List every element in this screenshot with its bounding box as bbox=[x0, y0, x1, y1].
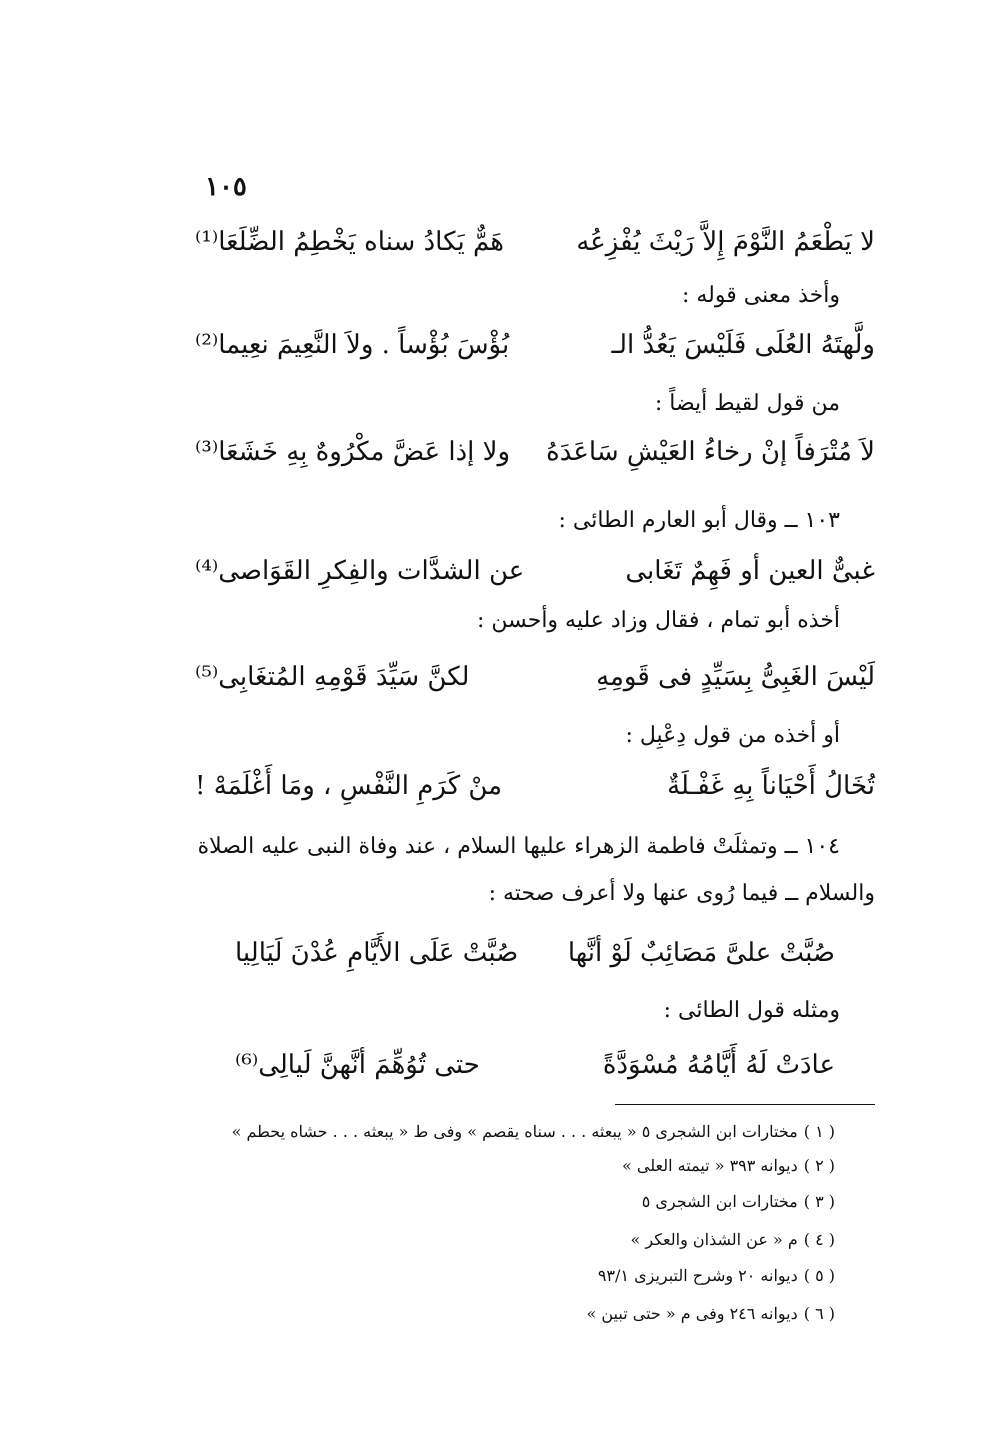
prose-line: ومثله قول الطائى : bbox=[663, 998, 840, 1023]
verse-hemistich-second: صُبَّتْ عَلَى الأَيَّامِ عُدْنَ لَيَالِيا bbox=[235, 938, 519, 968]
footnote-text: مختارات ابن الشجرى ٥ « يبعثه . . . سناه يقصم » وفى ط « يبعثه . . . حشاه يحطم » bbox=[231, 1122, 798, 1141]
verse-1 bbox=[195, 222, 875, 262]
prose-line: أو أخذه من قول دِعْبِل : bbox=[625, 723, 840, 748]
footnote-text: ديوانه ٢٠ وشرح التبريزى ٩٣/١ bbox=[597, 1266, 798, 1285]
footnote bbox=[598, 1264, 835, 1288]
footnote-text: ديوانه ٢٤٦ وفى م « حتى تبين » bbox=[586, 1304, 798, 1323]
verse-hemistich-second: لكنَّ سَيِّدَ قَوْمِهِ المُتغَابِى⁽⁵⁾ bbox=[195, 662, 470, 692]
footnote bbox=[630, 1228, 835, 1252]
footnote-number: ( ١ ) bbox=[803, 1122, 835, 1141]
verse-hemistich-first: لاَ مُتْرَفاً إنْ رخاءُ العَيْشِ سَاعَدَهُ bbox=[546, 437, 875, 467]
verse-2 bbox=[195, 325, 875, 365]
footnote-text: مختارات ابن الشجرى ٥ bbox=[641, 1192, 798, 1211]
footnote bbox=[587, 1302, 836, 1326]
verse-hemistich-second: حتى تُوُهِّمَ أنَّهنَّ لَيالِى⁽⁶⁾ bbox=[235, 1050, 480, 1080]
verse-hemistich-second: هَمٌّ يَكادُ سناه يَخْطِمُ الضِّلَعَا⁽¹⁾ bbox=[195, 227, 504, 257]
footnote-text: ديوانه ٣٩٣ « تيمته العلى » bbox=[622, 1156, 798, 1175]
footnote-number: ( ٥ ) bbox=[803, 1266, 835, 1285]
prose-line: والسلام ــ فيما رُوى عنها ولا أعرف صحته : bbox=[488, 881, 875, 906]
page-number: ١٠٥ bbox=[205, 172, 247, 202]
verse-hemistich-second: ولا إذا عَضَّ مكْرُوهٌ بِهِ خَشَعَا⁽³⁾ bbox=[195, 437, 511, 467]
verse-7 bbox=[195, 933, 875, 973]
verse-hemistich-first: ولَّهتَهُ العُلَى فَلَيْسَ يَعُدُّ الـ bbox=[611, 330, 875, 360]
footnote-text: م « عن الشذان والعكر » bbox=[630, 1230, 798, 1249]
footnote bbox=[232, 1120, 835, 1144]
verse-hemistich-first: عادَتْ لَهُ أَيَّامُهُ مُسْوَدَّةً bbox=[602, 1050, 835, 1080]
verse-hemistich-first: لا يَطْعَمُ النَّوْمَ إِلاَّ رَيْثَ يُفْزِعُه bbox=[576, 227, 875, 257]
prose-line: أخذه أبو تمام ، فقال وزاد عليه وأحسن : bbox=[476, 608, 840, 633]
footnote-number: ( ٣ ) bbox=[803, 1192, 835, 1211]
footnote bbox=[622, 1154, 835, 1178]
verse-6 bbox=[195, 766, 875, 806]
verse-hemistich-second: منْ كَرَمِ النَّفْسِ ، ومَا أَغْلَمَهْ ! bbox=[195, 771, 503, 801]
verse-hemistich-second: بُؤْسَ بُؤْساً . ولاَ النَّعِيمَ نعِيما⁽²⁾ bbox=[195, 330, 510, 360]
verse-5 bbox=[195, 657, 875, 697]
verse-hemistich-first: لَيْسَ الغَبِىُّ بِسَيِّدٍ فى قَومِهِ bbox=[596, 662, 875, 692]
verse-3 bbox=[195, 432, 875, 472]
verse-8 bbox=[195, 1045, 875, 1085]
prose-line: ١٠٤ ــ وتمثلَتْ فاطمة الزهراء عليها السلام ، عند وفاة النبى عليه الصلاة bbox=[197, 834, 840, 859]
prose-line: من قول لقيط أيضاً : bbox=[654, 391, 840, 416]
verse-hemistich-second: عن الشدَّات والفِكرِ القَوَاصى⁽⁴⁾ bbox=[195, 556, 525, 586]
footnote-number: ( ٤ ) bbox=[803, 1230, 835, 1249]
verse-hemistich-first: تُخَالُ أَحْيَاناً بِهِ غَفْـلَةٌ bbox=[667, 771, 875, 801]
footnote-number: ( ٦ ) bbox=[803, 1304, 835, 1323]
footnote-divider bbox=[615, 1104, 875, 1105]
verse-hemistich-first: صُبَّتْ علىَّ مَصَائِبٌ لَوْ أنَّها bbox=[567, 938, 835, 968]
footnote-number: ( ٢ ) bbox=[803, 1156, 835, 1175]
verse-4 bbox=[195, 551, 875, 591]
prose-line: وأخذ معنى قوله : bbox=[681, 283, 840, 308]
verse-hemistich-first: غبىٌّ العين أو فَهِمٌ تَغَابى bbox=[625, 556, 875, 586]
footnote bbox=[642, 1190, 835, 1214]
prose-line: ١٠٣ ــ وقال أبو العارم الطائى : bbox=[558, 508, 840, 533]
